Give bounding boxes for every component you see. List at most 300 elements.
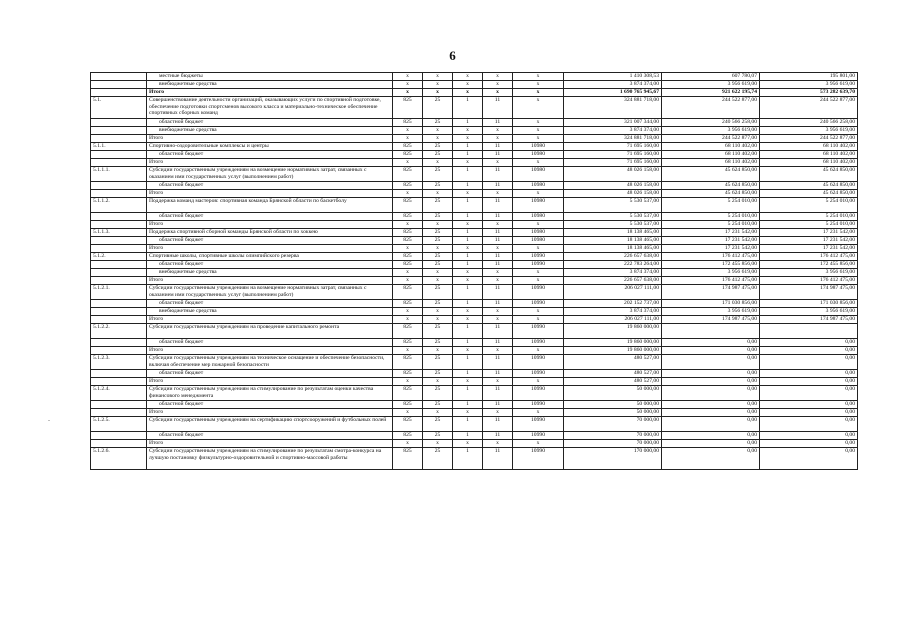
row-value-year3: 176 412 475,00 xyxy=(760,277,858,285)
row-name: Итого xyxy=(147,159,393,167)
row-target-code: 10980 xyxy=(513,237,564,245)
row-section: х xyxy=(423,347,453,355)
row-value-year3: 0,00 xyxy=(760,401,858,409)
row-value-year2: 0,00 xyxy=(662,370,760,378)
row-name: Итого xyxy=(147,347,393,355)
row-code xyxy=(91,221,147,229)
row-value-year2: 17 231 542,00 xyxy=(662,237,760,245)
row-code xyxy=(91,119,147,127)
row-subsection: 1 xyxy=(453,97,483,119)
row-name: Итого xyxy=(147,89,393,97)
table-row xyxy=(91,119,858,127)
row-section: 25 xyxy=(423,119,453,127)
row-subsection: х xyxy=(453,73,483,81)
row-target-code: 10980 xyxy=(513,167,564,182)
row-article: 11 xyxy=(483,151,513,159)
row-article: х xyxy=(483,159,513,167)
row-name: областной бюджет xyxy=(147,119,393,127)
row-code xyxy=(91,401,147,409)
row-gov-code: 825 xyxy=(393,151,423,159)
row-value-year1: 3 874 374,00 xyxy=(564,127,662,135)
row-value-year3: 0,00 xyxy=(760,409,858,417)
row-code: 5.1.2.2. xyxy=(91,324,147,339)
row-value-year1: 18 138 465,00 xyxy=(564,237,662,245)
row-name: Итого xyxy=(147,135,393,143)
row-subsection: 1 xyxy=(453,213,483,221)
row-value-year3: 68 110 402,00 xyxy=(760,143,858,151)
row-name: внебюджетные средства xyxy=(147,269,393,277)
row-gov-code: 825 xyxy=(393,261,423,269)
row-section: 25 xyxy=(423,213,453,221)
row-value-year3: 5 254 010,00 xyxy=(760,198,858,213)
row-article: х xyxy=(483,277,513,285)
row-section: х xyxy=(423,316,453,324)
row-name: Итого xyxy=(147,316,393,324)
table-row xyxy=(91,448,858,470)
row-article: 11 xyxy=(483,261,513,269)
row-value-year2: 0,00 xyxy=(662,417,760,432)
row-gov-code: 825 xyxy=(393,229,423,237)
row-gov-code: х xyxy=(393,308,423,316)
row-value-year3: 0,00 xyxy=(760,432,858,440)
row-target-code: 10990 xyxy=(513,300,564,308)
table-row xyxy=(91,347,858,355)
row-section: 25 xyxy=(423,237,453,245)
table-row xyxy=(91,127,858,135)
row-value-year2: 68 110 402,00 xyxy=(662,143,760,151)
row-code: 5.1.2.1. xyxy=(91,285,147,300)
row-target-code: х xyxy=(513,308,564,316)
row-subsection: 1 xyxy=(453,401,483,409)
row-code xyxy=(91,127,147,135)
row-article: х xyxy=(483,308,513,316)
row-subsection: х xyxy=(453,269,483,277)
row-name: Субсидии государственным учреждениям на возмещение нормативных затрат, связанных с оказанием ими государственных услуг (выполнением работ) xyxy=(147,285,393,300)
row-gov-code: 825 xyxy=(393,355,423,370)
row-code xyxy=(91,73,147,81)
row-value-year1: 18 138 465,00 xyxy=(564,245,662,253)
row-code: 5.1.2. xyxy=(91,253,147,261)
row-value-year1: 3 874 374,00 xyxy=(564,308,662,316)
row-gov-code: 825 xyxy=(393,401,423,409)
row-article: 11 xyxy=(483,339,513,347)
row-gov-code: 825 xyxy=(393,370,423,378)
row-value-year1: 321 007 344,00 xyxy=(564,119,662,127)
table-row xyxy=(91,370,858,378)
row-gov-code: 825 xyxy=(393,198,423,213)
row-value-year3: 3 956 619,00 xyxy=(760,269,858,277)
row-name: внебюджетные средства xyxy=(147,308,393,316)
row-section: х xyxy=(423,245,453,253)
row-value-year3: 17 231 542,00 xyxy=(760,229,858,237)
row-section: 25 xyxy=(423,339,453,347)
row-subsection: 1 xyxy=(453,119,483,127)
row-gov-code: 825 xyxy=(393,237,423,245)
table-row xyxy=(91,182,858,190)
row-section: х xyxy=(423,127,453,135)
row-value-year2: 0,00 xyxy=(662,440,760,448)
row-target-code: 10990 xyxy=(513,370,564,378)
row-target-code: х xyxy=(513,245,564,253)
row-value-year2: 45 624 850,00 xyxy=(662,167,760,182)
table-row xyxy=(91,277,858,285)
table-row xyxy=(91,269,858,277)
row-gov-code: х xyxy=(393,347,423,355)
row-gov-code: х xyxy=(393,127,423,135)
row-value-year3: 0,00 xyxy=(760,355,858,370)
row-value-year1: 206 027 111,00 xyxy=(564,285,662,300)
row-value-year2: 68 110 402,00 xyxy=(662,159,760,167)
row-target-code: 10990 xyxy=(513,432,564,440)
row-value-year3: 45 624 850,00 xyxy=(760,190,858,198)
row-section: 25 xyxy=(423,229,453,237)
row-value-year3: 68 110 402,00 xyxy=(760,159,858,167)
row-section: 25 xyxy=(423,448,453,470)
row-value-year3: 195 801,00 xyxy=(760,73,858,81)
row-value-year1: 324 881 718,00 xyxy=(564,135,662,143)
row-value-year3: 45 624 850,00 xyxy=(760,182,858,190)
row-value-year3: 0,00 xyxy=(760,378,858,386)
row-subsection: 1 xyxy=(453,285,483,300)
row-value-year1: 222 783 264,00 xyxy=(564,261,662,269)
row-gov-code: х xyxy=(393,378,423,386)
row-code: 5.1.2.4. xyxy=(91,386,147,401)
row-value-year1: 170 000,00 xyxy=(564,448,662,470)
table-row xyxy=(91,167,858,182)
row-subsection: х xyxy=(453,135,483,143)
row-target-code: 10990 xyxy=(513,324,564,339)
row-section: 25 xyxy=(423,97,453,119)
table-row xyxy=(91,97,858,119)
row-subsection: х xyxy=(453,81,483,89)
row-section: 25 xyxy=(423,253,453,261)
row-gov-code: 825 xyxy=(393,213,423,221)
row-value-year3: 244 522 877,00 xyxy=(760,97,858,119)
row-value-year2: 0,00 xyxy=(662,339,760,347)
table-row xyxy=(91,308,858,316)
row-article: 11 xyxy=(483,370,513,378)
row-article: 11 xyxy=(483,324,513,339)
table-row xyxy=(91,409,858,417)
row-article: 11 xyxy=(483,386,513,401)
row-value-year1: 5 530 537,00 xyxy=(564,221,662,229)
row-value-year2: 0,00 xyxy=(662,347,760,355)
table-row xyxy=(91,253,858,261)
table-row xyxy=(91,245,858,253)
row-target-code: 10990 xyxy=(513,386,564,401)
row-subsection: 1 xyxy=(453,370,483,378)
row-subsection: х xyxy=(453,409,483,417)
row-value-year3: 0,00 xyxy=(760,339,858,347)
row-value-year1: 48 026 158,00 xyxy=(564,182,662,190)
row-code xyxy=(91,432,147,440)
row-subsection: 1 xyxy=(453,355,483,370)
row-name: областной бюджет xyxy=(147,151,393,159)
row-section: х xyxy=(423,277,453,285)
row-name: областной бюджет xyxy=(147,300,393,308)
row-name: местные бюджеты xyxy=(147,73,393,81)
row-target-code: х xyxy=(513,119,564,127)
row-subsection: 1 xyxy=(453,261,483,269)
row-value-year2: 0,00 xyxy=(662,378,760,386)
row-code: 5.1.1.2. xyxy=(91,198,147,213)
row-name: Спортивно-оздоровительные комплексы и центры xyxy=(147,143,393,151)
row-value-year2: 5 254 010,00 xyxy=(662,221,760,229)
row-section: 25 xyxy=(423,370,453,378)
row-value-year3: 573 282 639,70 xyxy=(760,89,858,97)
row-name: Итого xyxy=(147,221,393,229)
row-value-year3: 244 522 877,00 xyxy=(760,135,858,143)
row-article: х xyxy=(483,409,513,417)
row-value-year3: 68 110 402,00 xyxy=(760,151,858,159)
row-value-year1: 324 881 718,00 xyxy=(564,97,662,119)
row-value-year2: 921 622 195,74 xyxy=(662,89,760,97)
row-target-code: х xyxy=(513,221,564,229)
row-gov-code: 825 xyxy=(393,143,423,151)
row-gov-code: 825 xyxy=(393,167,423,182)
row-target-code: х xyxy=(513,159,564,167)
row-gov-code: х xyxy=(393,269,423,277)
row-section: х xyxy=(423,269,453,277)
row-name: областной бюджет xyxy=(147,237,393,245)
row-value-year3: 3 956 619,00 xyxy=(760,81,858,89)
row-gov-code: 825 xyxy=(393,339,423,347)
row-value-year1: 71 695 160,00 xyxy=(564,143,662,151)
row-gov-code: х xyxy=(393,277,423,285)
row-name: Совершенствование деятельности организаций, оказывающих услуги по спортивной подготовке, обеспечение подготовки спортсменов высокого класса и материально-техническое обеспечение спортивных сборных команд xyxy=(147,97,393,119)
row-article: 11 xyxy=(483,432,513,440)
table-row xyxy=(91,355,858,370)
row-subsection: 1 xyxy=(453,198,483,213)
table-row xyxy=(91,229,858,237)
row-code: 5.1.2.6. xyxy=(91,448,147,470)
row-target-code: 10980 xyxy=(513,143,564,151)
row-name: Поддержка команд мастеров: спортивная команда Брянской области по баскетболу xyxy=(147,198,393,213)
row-value-year2: 176 412 475,00 xyxy=(662,277,760,285)
row-code xyxy=(91,370,147,378)
row-value-year3: 171 030 856,00 xyxy=(760,300,858,308)
row-code xyxy=(91,135,147,143)
row-section: х xyxy=(423,440,453,448)
row-value-year3: 17 231 542,00 xyxy=(760,245,858,253)
table-row xyxy=(91,81,858,89)
row-subsection: 1 xyxy=(453,324,483,339)
row-article: 11 xyxy=(483,355,513,370)
row-gov-code: 825 xyxy=(393,417,423,432)
row-value-year1: 5 530 537,00 xyxy=(564,198,662,213)
row-value-year1: 70 000,00 xyxy=(564,440,662,448)
row-value-year2: 607 780,07 xyxy=(662,73,760,81)
row-section: 25 xyxy=(423,198,453,213)
row-section: 25 xyxy=(423,324,453,339)
row-target-code: 10990 xyxy=(513,253,564,261)
row-code: 5.1.1.3. xyxy=(91,229,147,237)
row-code xyxy=(91,269,147,277)
row-value-year2: 174 987 475,00 xyxy=(662,316,760,324)
row-subsection: х xyxy=(453,127,483,135)
row-name: областной бюджет xyxy=(147,182,393,190)
row-article: х xyxy=(483,190,513,198)
row-value-year2: 3 956 619,00 xyxy=(662,308,760,316)
row-gov-code: х xyxy=(393,409,423,417)
row-value-year2: 68 110 402,00 xyxy=(662,151,760,159)
row-target-code: х xyxy=(513,89,564,97)
row-subsection: 1 xyxy=(453,143,483,151)
row-value-year2: 17 231 542,00 xyxy=(662,229,760,237)
row-article: 11 xyxy=(483,253,513,261)
row-value-year3: 0,00 xyxy=(760,448,858,470)
row-target-code: х xyxy=(513,409,564,417)
row-name: Субсидии государственным учреждениям на техническое оснащение и обеспечение безопасности, включая обеспечение мер пожарной безопасности xyxy=(147,355,393,370)
row-target-code: 10990 xyxy=(513,261,564,269)
row-code xyxy=(91,300,147,308)
row-name: внебюджетные средства xyxy=(147,81,393,89)
row-article: х xyxy=(483,135,513,143)
row-name: Спортивные школы, спортивные школы олимпийского резерва xyxy=(147,253,393,261)
row-article: х xyxy=(483,378,513,386)
row-gov-code: х xyxy=(393,440,423,448)
row-target-code: х xyxy=(513,135,564,143)
row-code xyxy=(91,378,147,386)
table-row xyxy=(91,190,858,198)
row-code: 5.1.1.1. xyxy=(91,167,147,182)
row-target-code: х xyxy=(513,269,564,277)
row-section: 25 xyxy=(423,300,453,308)
row-value-year1: 19 860 000,00 xyxy=(564,347,662,355)
row-subsection: х xyxy=(453,378,483,386)
row-value-year1: 3 874 374,00 xyxy=(564,81,662,89)
row-target-code: х xyxy=(513,190,564,198)
table-row xyxy=(91,213,858,221)
row-subsection: х xyxy=(453,245,483,253)
row-article: 11 xyxy=(483,167,513,182)
row-name: Субсидии государственным учреждениям на стимулирование по результатам оценки качества финансового менеджмента xyxy=(147,386,393,401)
row-value-year3: 174 987 475,00 xyxy=(760,316,858,324)
row-value-year1: 19 860 000,00 xyxy=(564,324,662,339)
row-target-code: 10980 xyxy=(513,182,564,190)
row-value-year1: 226 657 638,00 xyxy=(564,277,662,285)
row-value-year1: 48 026 158,00 xyxy=(564,167,662,182)
row-value-year1: 206 027 111,00 xyxy=(564,316,662,324)
row-value-year3: 0,00 xyxy=(760,440,858,448)
row-value-year1: 70 000,00 xyxy=(564,432,662,440)
table-row xyxy=(91,401,858,409)
row-value-year1: 50 000,00 xyxy=(564,409,662,417)
row-name: Субсидии государственным учреждениям на стимулирование по результатам смотра-конкурса на лучшую постановку физкультурно-оздоровительной и спортивно-массовой работы xyxy=(147,448,393,470)
table-row xyxy=(91,221,858,229)
row-subsection: х xyxy=(453,190,483,198)
row-code xyxy=(91,316,147,324)
row-name: областной бюджет xyxy=(147,261,393,269)
row-gov-code: 825 xyxy=(393,432,423,440)
table-row xyxy=(91,198,858,213)
row-subsection: х xyxy=(453,316,483,324)
row-section: х xyxy=(423,159,453,167)
row-subsection: 1 xyxy=(453,339,483,347)
budget-table-body xyxy=(91,73,858,470)
row-value-year1: 1 690 765 945,67 xyxy=(564,89,662,97)
row-subsection: 1 xyxy=(453,167,483,182)
table-row xyxy=(91,440,858,448)
row-section: 25 xyxy=(423,285,453,300)
row-name: Субсидии государственным учреждениям на сертификацию спортсооружений и футбольных полей xyxy=(147,417,393,432)
row-value-year2: 171 030 856,00 xyxy=(662,300,760,308)
row-value-year3: 176 412 475,00 xyxy=(760,253,858,261)
row-section: х xyxy=(423,308,453,316)
row-section: х xyxy=(423,190,453,198)
row-value-year1: 226 657 638,00 xyxy=(564,253,662,261)
row-value-year2: 45 624 850,00 xyxy=(662,182,760,190)
table-row xyxy=(91,261,858,269)
row-code: 5.1.1. xyxy=(91,143,147,151)
row-value-year1: 202 152 737,00 xyxy=(564,300,662,308)
row-value-year3: 172 455 856,00 xyxy=(760,261,858,269)
row-value-year1: 50 000,00 xyxy=(564,386,662,401)
table-row xyxy=(91,237,858,245)
row-value-year2: 244 522 877,00 xyxy=(662,135,760,143)
row-value-year2: 3 956 619,00 xyxy=(662,81,760,89)
row-section: х xyxy=(423,81,453,89)
row-target-code: 10990 xyxy=(513,339,564,347)
row-value-year2: 172 455 856,00 xyxy=(662,261,760,269)
row-code xyxy=(91,213,147,221)
table-row xyxy=(91,73,858,81)
row-value-year2: 0,00 xyxy=(662,448,760,470)
row-code: 5.1.2.3. xyxy=(91,355,147,370)
row-target-code: х xyxy=(513,97,564,119)
row-value-year3: 3 956 619,00 xyxy=(760,127,858,135)
row-subsection: х xyxy=(453,347,483,355)
row-gov-code: х xyxy=(393,135,423,143)
row-value-year1: 18 138 465,00 xyxy=(564,229,662,237)
row-section: 25 xyxy=(423,182,453,190)
row-gov-code: х xyxy=(393,81,423,89)
row-value-year1: 71 695 160,00 xyxy=(564,159,662,167)
row-gov-code: х xyxy=(393,190,423,198)
row-code xyxy=(91,89,147,97)
row-article: х xyxy=(483,347,513,355)
row-value-year3: 3 956 619,00 xyxy=(760,308,858,316)
row-section: х xyxy=(423,221,453,229)
table-row xyxy=(91,151,858,159)
row-code xyxy=(91,237,147,245)
row-gov-code: 825 xyxy=(393,253,423,261)
row-name: Субсидии государственным учреждениям на проведение капитального ремонта xyxy=(147,324,393,339)
row-value-year3: 5 254 010,00 xyxy=(760,213,858,221)
row-subsection: х xyxy=(453,277,483,285)
row-value-year1: 1 410 308,53 xyxy=(564,73,662,81)
row-article: 11 xyxy=(483,182,513,190)
row-target-code: 10980 xyxy=(513,198,564,213)
row-name: внебюджетные средства xyxy=(147,127,393,135)
row-value-year1: 3 874 374,00 xyxy=(564,269,662,277)
table-row xyxy=(91,135,858,143)
row-subsection: х xyxy=(453,159,483,167)
row-code xyxy=(91,277,147,285)
row-target-code: 10990 xyxy=(513,285,564,300)
row-subsection: 1 xyxy=(453,237,483,245)
table-row xyxy=(91,89,858,97)
row-article: х xyxy=(483,81,513,89)
row-target-code: 10980 xyxy=(513,213,564,221)
row-section: 25 xyxy=(423,151,453,159)
row-value-year1: 50 000,00 xyxy=(564,401,662,409)
row-value-year2: 0,00 xyxy=(662,432,760,440)
row-target-code: х xyxy=(513,440,564,448)
row-target-code: х xyxy=(513,316,564,324)
row-article: х xyxy=(483,89,513,97)
row-value-year1: 480 527,00 xyxy=(564,355,662,370)
